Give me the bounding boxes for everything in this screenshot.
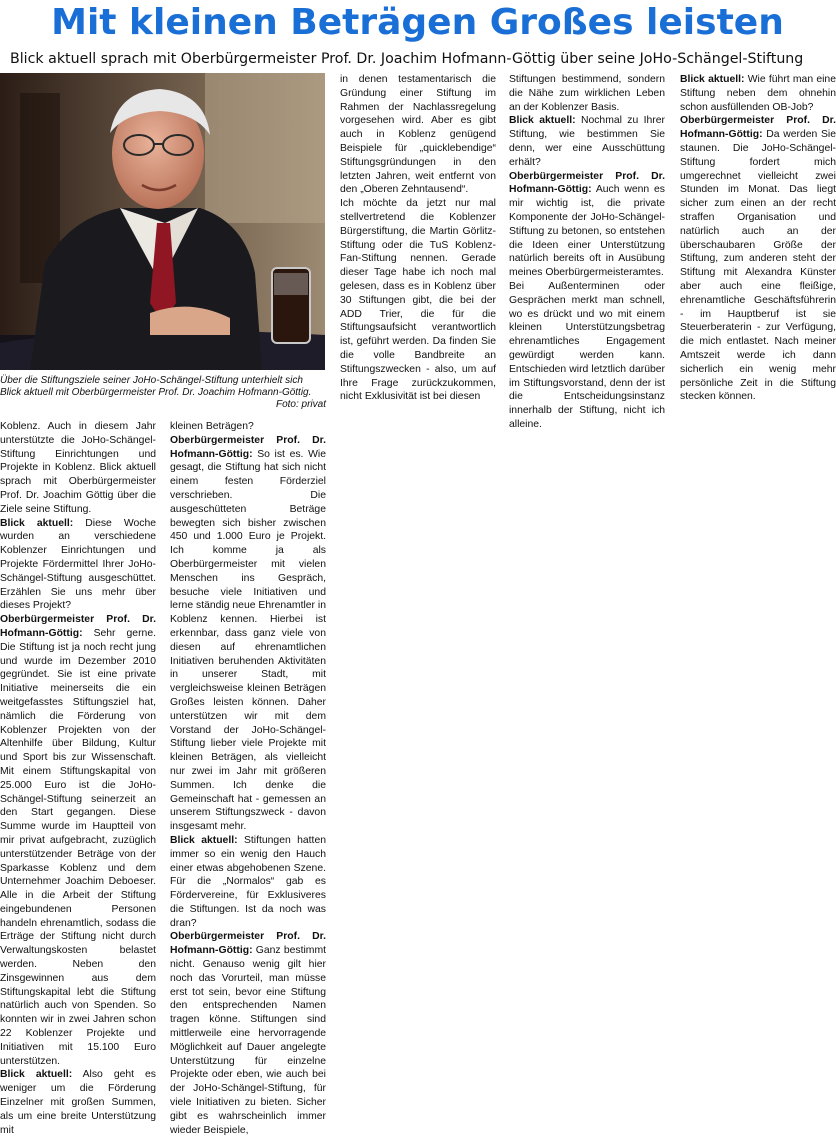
question-1-text: Diese Woche wurden an verschiedene Koblenzer Einrichtungen und Projekte Fördermittel Ihrer JoHo-Schängel-Stiftung ausgeschüttet. Erzählen Sie uns mehr über dieses Projekt? <box>0 517 156 612</box>
caption-text: Über die Stiftungsziele seiner JoHo-Schängel-Stiftung unterhielt sich Blick aktuell mit Oberbürgermeister Prof. Dr. Joachim Hofmann-Göttig. <box>0 375 312 398</box>
photo-credit: Foto: privat <box>275 399 326 410</box>
answer-3-continued: in denen testamentarisch die Gründung einer Stiftung im Rahmen der Nachlassregelung vorgesehen wird. Aber es gibt auch in Koblenz genügend Beispiele für „quicklebendige“ Stiftungsgründungen in den letzten Jahren, weit entfernt von den „Oberen Zehntausend“. <box>340 74 496 196</box>
article-column-4 <box>509 73 665 430</box>
question-4 <box>509 114 665 169</box>
answer-3-end: Stiftungen bestimmend, sondern die Nähe zum wirklichen Leben an der Koblenzer Basis. <box>509 74 665 113</box>
interviewer-label: Blick aktuell: <box>0 517 74 529</box>
answer-3 <box>170 930 326 1137</box>
intro-paragraph: Koblenz. Auch in diesem Jahr unterstützte die JoHo-Schängel-Stiftung Einrichtungen und Projekte in Koblenz. Blick aktuell sprach mit Oberbürgermeister Prof. Dr. Joachim Göttig über die Ziele seine Stiftung. <box>0 421 156 515</box>
answer-3-paragraph-2: Ich möchte da jetzt nur mal stellvertretend die Koblenzer Bürgerstiftung, die Martin Görlitz-Stiftung oder die TuS Koblenz-Fan-Stiftung nennen. Gerade dieser Tage habe ich noch mal gelesen, dass es in Koblenz über 30 Stiftungen gibt, die bei der ADD Trier, die für die Stiftungsaufsicht verantwortlich ist, geführt werden. Da finden Sie die volle Bandbreite an Stiftungszwecken - also, um auf Ihre Frage zurückzukommen, nicht Exklusivität ist bei diesen <box>340 198 496 403</box>
answer-5-text: Da werden Sie staunen. Die JoHo-Schängel-Stiftung fordert mich umgerechnet vielleicht zwei Stunden im Monat. Das liegt sicher zum einen an der recht straffen Organisation und natürlich auch an der überschaubaren Größe der Stiftung, zum anderen steht der Stiftung mit Alexandra Künster aber auch eine fleißige, ehrenamtliche Geschäftsführerin - im Hauptberuf ist sie Steuerberaterin - zur Verfügung, die mich entlastet. Nach meiner Amtszeit werde ich dann sicherlich ein wenig mehr persönliche Zeit in die Stiftung stecken können. <box>680 129 836 403</box>
answer-4-paragraph-2: Bei Außenterminen oder Gesprächen merkt man schnell, wo es drückt und wo mit einem kleinen Unterstützungsbetrag ehrenamtliches Engagement gewürdigt werden kann. Entschieden wird letztlich darüber im Stiftungsvorstand, denn der ist die Entscheidungsinstanz innerhalb der Stiftung, nicht ich alleine. <box>509 280 665 430</box>
question-5-text: Wie führt man eine Stiftung neben dem ohnehin schon ausfüllenden OB-Job? <box>680 74 836 113</box>
interviewer-label: Blick aktuell: <box>0 1069 73 1081</box>
answer-2-text: So ist es. Wie gesagt, die Stiftung hat sich nicht einem festen Förderziel verschrieben. Die ausgeschütteten Beträge bewegten sich bisher zwischen 450 und 1.000 Euro je Projekt. Ich komme ja als Oberbürgermeister mit vielen Menschen ins Gespräch, besuche viele Initiativen und lerne ständig neue Ehrenamtler in Koblenz kennen. Hierbei ist erkennbar, dass ganz viele von diesen auf ehrenamtlichen Initiativen beruhenden Aktivitäten in unserer Stadt, mit vergleichsweise kleinen Beträgen Großes leisten können. Daher unterstützen wir mit dem Vorstand der JoHo-Schängel-Stiftung lieber viele Projekte mit kleinen Beträgen, als vielleicht nur zwei im Jahr mit größeren Summen. Ich denke die Gemeinschaft hat - gemessen an unserem Stiftungszweck - davon insgesamt mehr. <box>170 448 326 833</box>
photo-caption <box>0 375 326 411</box>
article-column-2 <box>170 420 327 1136</box>
mayor-label: Oberbürgermeister Prof. Dr. Hofmann-Göttig: <box>170 931 326 957</box>
mayor-label: Oberbürgermeister Prof. Dr. Hofmann-Göttig: <box>0 614 156 639</box>
headline: Mit kleinen Beträgen Großes leisten <box>51 2 784 43</box>
mayor-label: Oberbürgermeister Prof. Dr. Hofmann-Göttig: <box>680 115 836 141</box>
portrait-photo <box>0 73 325 370</box>
answer-4 <box>509 170 665 280</box>
question-1 <box>0 517 156 614</box>
mayor-label: Oberbürgermeister Prof. Dr. Hofmann-Göttig: <box>170 434 326 460</box>
answer-2 <box>170 434 326 834</box>
question-2-text: Also geht es weniger um die Förderung Einzelner mit großen Summen, als um eine breite Unterstützung mit <box>0 1069 156 1136</box>
question-4-text: Nochmal zu Ihrer Stiftung, wie bestimmen Sie denn, wer eine Ausschüttung erhält? <box>509 115 665 168</box>
interviewer-label: Blick aktuell: <box>509 115 576 127</box>
article-column-1 <box>0 420 156 1136</box>
question-5 <box>680 73 836 114</box>
answer-1-text: Sehr gerne. Die Stiftung ist ja noch recht jung und wurde im Dezember 2010 gegründet. Sie ist eine private Initiative meinerseits die ein weitgefasstes Stiftungsziel hat, nämlich die Förderung von Koblenzer Projekten von der Altenhilfe über Bildung, Kultur und Sport bis zur Wissenschaft. Mit einem Stiftungskapital von 25.000 Euro ist die JoHo-Schängel-Stiftung seinerzeit an den Start gegangen. Diese Summe wurde im Hauptteil von mir privat aufgebracht, zuzüglich unterstützender Beträge von der Sparkasse Koblenz und dem Unternehmer Joachim Deboeser. Alle in die Arbeit der Stiftung eingebundenen Personen handeln ehrenamtlich, sodass die Erträge der Stiftung nicht durch Verwaltungskosten belastet werden. Neben den Zinsgewinnen aus dem Stiftungskapital lebt die Stiftung natürlich auch von Spenden. So konnten wir in zwei Jahren schon 22 Koblenzer Projekte und Initiativen mit 15.100 Euro unterstützen. <box>0 627 156 1067</box>
answer-3-text: Ganz bestimmt nicht. Genauso wenig gilt hier noch das Vorurteil, man müsse erst tot sein, bevor eine Stiftung den entsprechenden Namen tragen könne. Stiftungen sind mittlerweile eine hervorragende Möglichkeit auf Dauer angelegte Unterstützung für einzelne Projekte oder eben, wie auch bei der JoHo-Schängel-Stiftung, für viele Initiativen zu bieten. Sicher gibt es wahrscheinlich immer wieder Beispiele, <box>170 945 327 1136</box>
article-column-3 <box>340 73 496 418</box>
interviewer-label: Blick aktuell: <box>170 834 238 846</box>
question-2 <box>0 1068 156 1137</box>
interviewer-label: Blick aktuell: <box>680 74 745 85</box>
answer-4-text: Auch wenn es mir wichtig ist, die private Komponente der JoHo-Schängel-Stiftung zu betonen, so entstehen die Ideen einer Unterstützung natürlich bereits oft in Ausübung meines Oberbürgermeisteramtes. <box>509 184 665 279</box>
mayor-label: Oberbürgermeister Prof. Dr. Hofmann-Göttig: <box>509 170 665 196</box>
article-column-5 <box>680 73 836 418</box>
question-2-continued: kleinen Beträgen? <box>170 421 254 432</box>
subheadline: Blick aktuell sprach mit Oberbürgermeister Prof. Dr. Joachim Hofmann-Göttig über seine JoHo-Schängel-Stiftung <box>10 51 804 67</box>
answer-5 <box>680 114 836 404</box>
question-3-text: Stiftungen hatten immer so ein wenig den Hauch einer etwas abgehobenen Szene. Für die „Normalos“ gab es Fördervereine, für Exklusiveres die Stiftungen. Ist da noch was dran? <box>170 834 326 929</box>
question-3 <box>170 834 326 931</box>
answer-1 <box>0 613 156 1068</box>
